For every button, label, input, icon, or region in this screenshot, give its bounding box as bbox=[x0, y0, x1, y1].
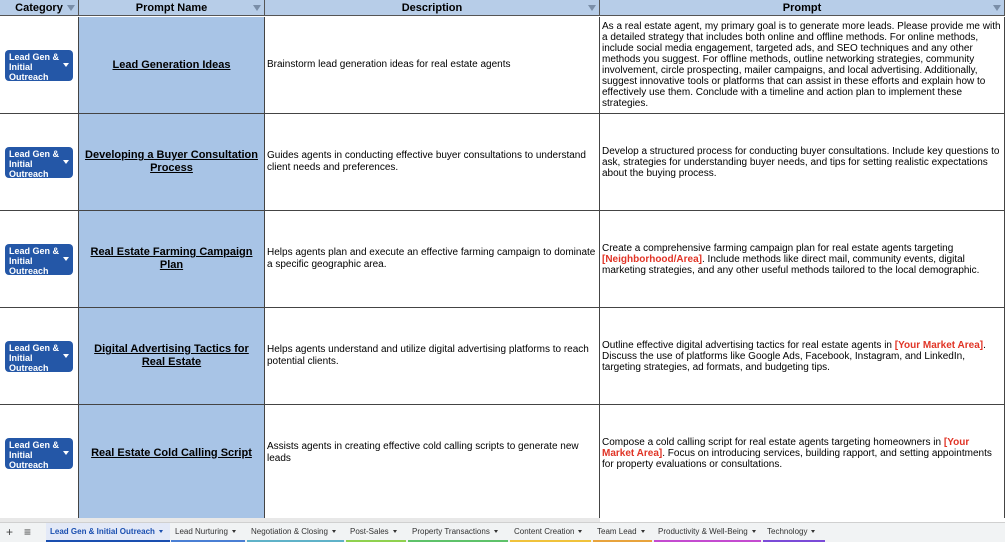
description-cell[interactable] bbox=[265, 501, 600, 518]
sheet-tab-label: Lead Nurturing bbox=[175, 527, 228, 536]
sheet-tab-label: Lead Gen & Initial Outreach bbox=[50, 527, 155, 536]
sheet-tab[interactable] bbox=[247, 523, 344, 542]
prompt-name-link[interactable]: Developing a Buyer Consultation Process bbox=[85, 149, 258, 174]
description-text: Guides agents in conducting effective buyer consultations to understand client needs and preferences. bbox=[267, 150, 586, 173]
category-dropdown-chip[interactable] bbox=[5, 438, 73, 469]
filter-icon[interactable] bbox=[588, 5, 596, 11]
category-cell[interactable] bbox=[0, 308, 79, 405]
prompt-name-link[interactable]: Digital Advertising Tactics for Real Estate bbox=[94, 343, 249, 368]
name-cell[interactable] bbox=[79, 501, 265, 518]
prompt-cell[interactable] bbox=[600, 501, 1005, 518]
table-row bbox=[0, 308, 1005, 405]
category-cell[interactable] bbox=[0, 114, 79, 211]
name-cell[interactable] bbox=[79, 114, 265, 211]
chevron-down-icon bbox=[63, 354, 69, 358]
chevron-down-icon[interactable] bbox=[393, 530, 397, 533]
prompt-segment: As a real estate agent, my primary goal is to generate more leads. Please provide me with a detailed strategy that includes both online and offline methods. For online methods, include social media engagement, targeted ads, and SEO techniques and any other methods you suggest. For offline methods, outline networking strategies, community involvement, circle prospecting, mailer campaigns, and local advertising. Additionally, suggest innovative tools or platforms that can assist in these efforts and explain how to effectively use them. Conclude with a timeline and action plan to implement these strategies. bbox=[602, 21, 1001, 109]
description-cell[interactable] bbox=[265, 405, 600, 502]
table-row bbox=[0, 211, 1005, 308]
sheet-tab-label: Post-Sales bbox=[350, 527, 389, 536]
description-text: Assists agents in creating effective cold calling scripts to generate new leads bbox=[267, 441, 579, 464]
prompt-cell[interactable] bbox=[600, 211, 1005, 308]
name-cell[interactable] bbox=[79, 308, 265, 405]
chevron-down-icon[interactable] bbox=[641, 530, 645, 533]
table-row bbox=[0, 405, 1005, 502]
prompt-cell[interactable] bbox=[600, 405, 1005, 502]
prompt-segment: Outline effective digital advertising tactics for real estate agents in bbox=[602, 339, 895, 351]
filter-icon[interactable] bbox=[993, 5, 1001, 11]
placeholder-highlight: [Your Market Area] bbox=[894, 339, 984, 351]
prompt-name-link[interactable]: Real Estate Cold Calling Script bbox=[91, 446, 252, 459]
prompt-name-link[interactable]: Real Estate Farming Campaign Plan bbox=[90, 246, 253, 271]
header-category[interactable] bbox=[0, 0, 79, 16]
prompt-segment: Compose a cold calling script for real estate agents targeting homeowners in bbox=[602, 436, 944, 448]
sheet-tab[interactable] bbox=[46, 523, 170, 542]
prompt-segment: Develop a structured process for conducting buyer consultations. Include key questions to ask, strategies for understanding buyer needs, and tips for setting realistic expectations about the buying process. bbox=[602, 145, 1000, 179]
description-cell[interactable] bbox=[265, 211, 600, 308]
category-chip-label: Lead Gen & Initial Outreach bbox=[9, 148, 60, 179]
header-prompt-name-label: Prompt Name bbox=[135, 2, 208, 14]
prompt-text bbox=[602, 21, 1002, 109]
prompt-segment: . Discuss the use of platforms like Google Ads, Facebook, Instagram, and LinkedIn, targeting strategies, ad formats, and budgeting tips. bbox=[602, 339, 986, 373]
chevron-down-icon[interactable] bbox=[332, 530, 336, 533]
prompt-text bbox=[602, 340, 1002, 373]
sheet-tab[interactable] bbox=[408, 523, 508, 542]
prompt-text bbox=[602, 243, 1002, 276]
prompt-cell[interactable] bbox=[600, 17, 1005, 114]
description-cell[interactable] bbox=[265, 114, 600, 211]
chevron-down-icon bbox=[63, 451, 69, 455]
category-cell[interactable] bbox=[0, 17, 79, 114]
description-text: Helps agents understand and utilize digital advertising platforms to reach potential clients. bbox=[267, 344, 589, 367]
chevron-down-icon[interactable] bbox=[752, 530, 756, 533]
sheet-tab-label: Technology bbox=[767, 527, 808, 536]
header-prompt-label: Prompt bbox=[782, 2, 822, 14]
header-row bbox=[0, 0, 1005, 17]
chevron-down-icon[interactable] bbox=[494, 530, 498, 533]
prompt-segment: Create a comprehensive farming campaign plan for real estate agents targeting bbox=[602, 242, 954, 254]
header-category-label: Category bbox=[15, 2, 63, 14]
chevron-down-icon bbox=[63, 257, 69, 261]
header-prompt[interactable] bbox=[600, 0, 1005, 16]
header-description[interactable] bbox=[265, 0, 600, 16]
category-cell[interactable] bbox=[0, 501, 79, 518]
table-row bbox=[0, 17, 1005, 114]
header-description-label: Description bbox=[401, 2, 463, 14]
filter-icon[interactable] bbox=[67, 5, 75, 11]
category-cell[interactable] bbox=[0, 405, 79, 502]
sheet-tab[interactable] bbox=[171, 523, 245, 542]
description-cell[interactable] bbox=[265, 308, 600, 405]
description-text: Brainstorm lead generation ideas for real estate agents bbox=[267, 59, 511, 70]
prompt-cell[interactable] bbox=[600, 308, 1005, 405]
prompt-cell[interactable] bbox=[600, 114, 1005, 211]
sheet-tab-label: Content Creation bbox=[514, 527, 575, 536]
filter-icon[interactable] bbox=[253, 5, 261, 11]
sheet-tab-label: Negotiation & Closing bbox=[251, 527, 328, 536]
chevron-down-icon[interactable] bbox=[159, 530, 163, 533]
sheet-tab[interactable] bbox=[763, 523, 825, 542]
description-cell[interactable] bbox=[265, 17, 600, 114]
name-cell[interactable] bbox=[79, 17, 265, 114]
sheet-tab-bar bbox=[0, 522, 1005, 542]
chevron-down-icon[interactable] bbox=[578, 530, 582, 533]
category-dropdown-chip[interactable] bbox=[5, 341, 73, 372]
name-cell[interactable] bbox=[79, 211, 265, 308]
header-prompt-name[interactable] bbox=[79, 0, 265, 16]
sheet-tab-label: Productivity & Well-Being bbox=[658, 527, 748, 536]
table-row bbox=[0, 114, 1005, 211]
all-sheets-menu-icon[interactable]: ≡ bbox=[24, 525, 32, 539]
partial-row bbox=[0, 501, 1005, 518]
sheet-tab-label: Team Lead bbox=[597, 527, 637, 536]
category-dropdown-chip[interactable] bbox=[5, 244, 73, 275]
prompt-text bbox=[602, 146, 1002, 179]
chevron-down-icon bbox=[63, 63, 69, 67]
placeholder-highlight: [Neighborhood/Area] bbox=[602, 253, 702, 265]
category-dropdown-chip[interactable] bbox=[5, 50, 73, 81]
category-chip-label: Lead Gen & Initial Outreach bbox=[9, 51, 60, 82]
chevron-down-icon bbox=[63, 160, 69, 164]
category-chip-label: Lead Gen & Initial Outreach bbox=[9, 342, 60, 373]
category-chip-label: Lead Gen & Initial Outreach bbox=[9, 245, 60, 276]
add-sheet-button[interactable]: + bbox=[6, 525, 14, 539]
prompt-segment: . Include methods like direct mail, community events, digital marketing strategies, and any other useful methods tailored to the local demographic. bbox=[602, 253, 980, 276]
sheet-tab-label: Property Transactions bbox=[412, 527, 490, 536]
sheet-tab[interactable] bbox=[593, 523, 652, 542]
name-cell[interactable] bbox=[79, 405, 265, 502]
sheet-tab[interactable] bbox=[654, 523, 761, 542]
sheet-tab[interactable] bbox=[510, 523, 591, 542]
prompt-name-link[interactable]: Lead Generation Ideas bbox=[112, 58, 231, 71]
description-text: Helps agents plan and execute an effective farming campaign to dominate a specific geographic area. bbox=[267, 247, 596, 270]
prompt-segment: . Focus on introducing services, building rapport, and setting appointments for property evaluations or consultations. bbox=[602, 447, 992, 470]
sheet-tab[interactable] bbox=[346, 523, 406, 542]
prompt-text bbox=[602, 437, 1002, 470]
chevron-down-icon[interactable] bbox=[811, 530, 815, 533]
chevron-down-icon[interactable] bbox=[232, 530, 236, 533]
category-dropdown-chip[interactable] bbox=[5, 147, 73, 178]
category-chip-label: Lead Gen & Initial Outreach bbox=[9, 439, 60, 470]
category-cell[interactable] bbox=[0, 211, 79, 308]
placeholder-highlight: [Your Market Area] bbox=[602, 436, 970, 459]
